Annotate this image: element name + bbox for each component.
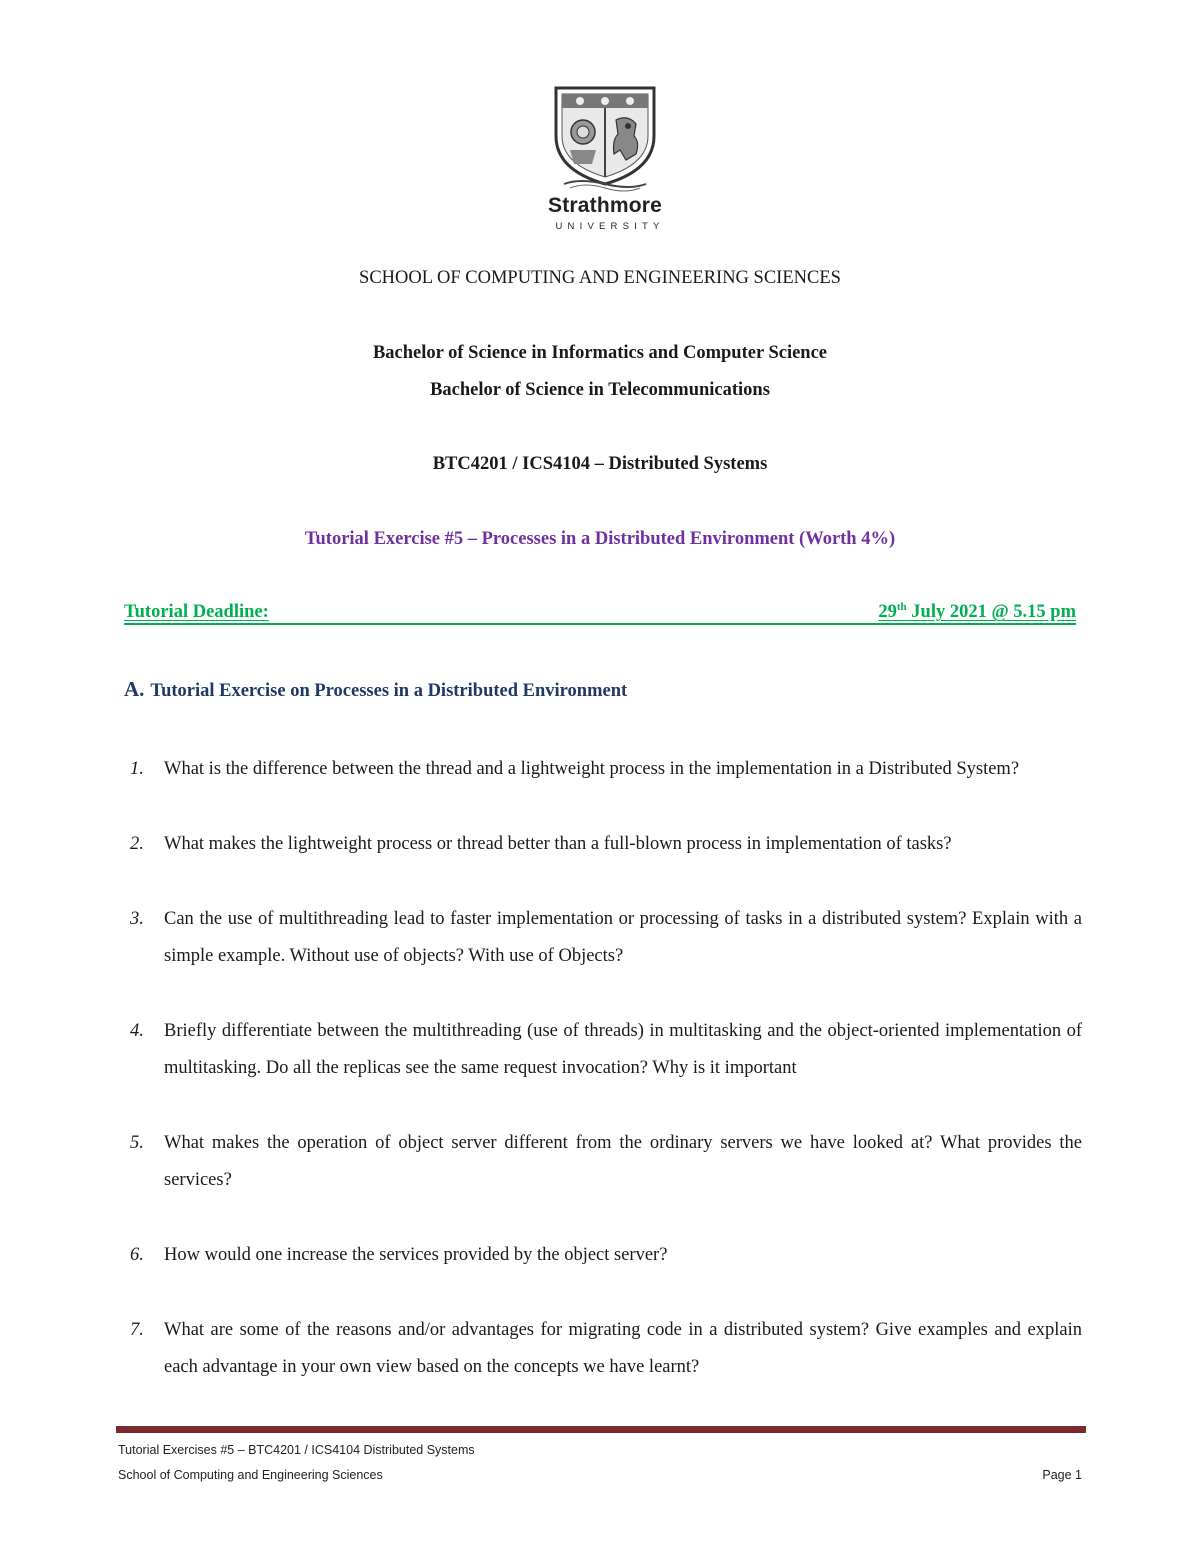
question-list [124,751,1082,1424]
question-text: What makes the operation of object server different from the ordinary servers we have looked at? What provides the services? [164,1133,1082,1190]
crest-icon [540,84,670,192]
logo-wordmark: Strathmore [547,194,663,217]
list-item [124,1312,1082,1386]
footer-school-line [118,1468,1082,1482]
question-number: 4. [130,1021,144,1041]
list-item [124,1013,1082,1087]
deadline-day-suffix: th [896,600,907,613]
list-item [124,826,1082,863]
question-number: 6. [130,1245,144,1265]
footer-course-line: Tutorial Exercises #5 – BTC4201 / ICS4104 Distributed Systems [118,1443,475,1457]
page-number: Page 1 [1042,1468,1082,1482]
footer-school: School of Computing and Engineering Sciences [118,1468,383,1482]
question-number: 7. [130,1320,144,1340]
deadline-label: Tutorial Deadline: [124,602,269,622]
deadline-rest: July 2021 @ 5.15 pm [906,602,1076,622]
question-text: Can the use of multithreading lead to faster implementation or processing of tasks in a distributed system? Explain with a simple example. Without use of objects? With use of Objects? [164,909,1082,966]
list-item [124,751,1082,788]
section-heading [124,677,627,702]
list-item [124,1125,1082,1199]
programme-title-1: Bachelor of Science in Informatics and Computer Science [372,343,828,363]
section-letter: A. [124,677,145,701]
question-number: 2. [130,834,144,854]
question-number: 1. [130,759,144,779]
question-text: What is the difference between the thread and a lightweight process in the implementation in a Distributed System? [164,759,1020,779]
deadline-day: 29 [878,602,897,622]
question-text: What makes the lightweight process or thread better than a full-blown process in implementation of tasks? [164,834,952,854]
course-title: BTC4201 / ICS4104 – Distributed Systems [432,454,768,474]
tutorial-title: Tutorial Exercise #5 – Processes in a Distributed Environment (Worth 4%) [304,529,896,549]
university-logo [540,84,670,234]
list-item [124,901,1082,975]
deadline-value [878,601,1076,623]
question-text: How would one increase the services provided by the object server? [164,1245,668,1265]
footer-divider [116,1426,1086,1433]
list-item [124,1237,1082,1274]
question-text: What are some of the reasons and/or advantages for migrating code in a distributed system? Give examples and explain each advantage in your own view based on the concepts we have learnt? [164,1320,1082,1377]
question-number: 3. [130,909,144,929]
deadline-row [124,601,1076,625]
programme-title-2: Bachelor of Science in Telecommunications [430,380,770,400]
section-title: Tutorial Exercise on Processes in a Distributed Environment [150,681,628,701]
logo-subtitle: UNIVERSITY [555,221,665,232]
question-text: Briefly differentiate between the multithreading (use of threads) in multitasking and the object-oriented implementation of multitasking. Do all the replicas see the same request invocation? Why is it important [164,1021,1082,1078]
question-number: 5. [130,1133,144,1153]
school-name: SCHOOL OF COMPUTING AND ENGINEERING SCIENCES [359,268,841,288]
